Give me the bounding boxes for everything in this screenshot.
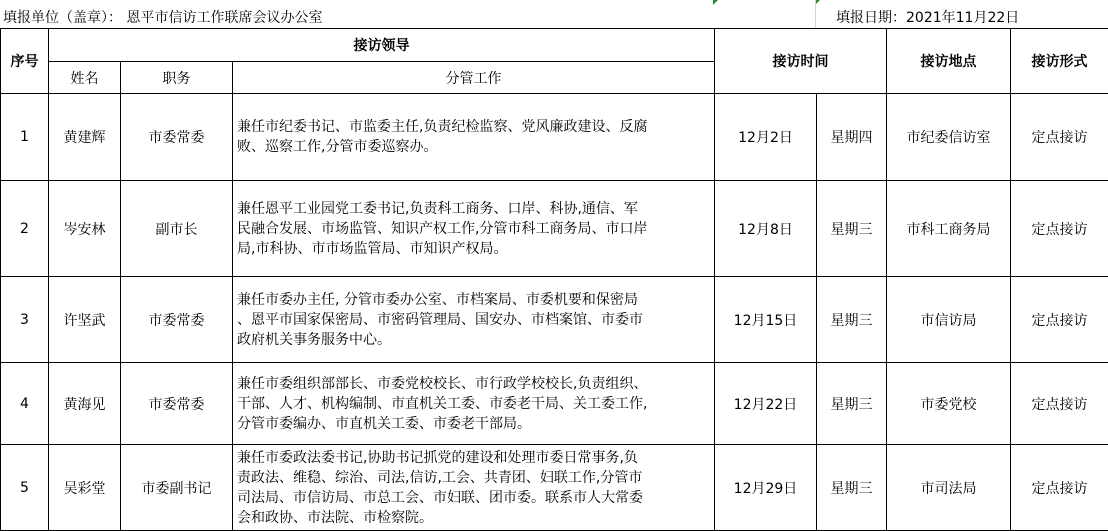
seq-cell: 1 [1, 94, 49, 181]
duty-line: 局,市科协、市市场监管局、市知识产权局。 [237, 239, 710, 259]
col-duties-header: 分管工作 [233, 62, 715, 94]
weekday-cell: 星期三 [817, 181, 887, 277]
duties-cell [233, 181, 715, 277]
position-cell: 市委常委 [121, 94, 233, 181]
col-form-header: 接访形式 [1011, 29, 1108, 94]
duty-line: 兼任市委政法委书记,协助书记抓党的建设和处理市委日常事务,负 [237, 448, 710, 468]
report-header [0, 0, 1108, 28]
form-cell: 定点接访 [1011, 363, 1108, 445]
seq-cell: 4 [1, 363, 49, 445]
table-row [1, 277, 1108, 363]
col-leader-group-header: 接访领导 [49, 29, 715, 62]
table-row [1, 94, 1108, 181]
date-cell: 12月22日 [715, 363, 817, 445]
duties-cell [233, 363, 715, 445]
position-cell: 市委常委 [121, 277, 233, 363]
duties-cell [233, 94, 715, 181]
duty-line: 败、巡察工作,分管市委巡察办。 [237, 137, 710, 157]
position-cell: 副市长 [121, 181, 233, 277]
reporting-unit: 填报单位（盖章）： 恩平市信访工作联席会议办公室 [3, 7, 322, 27]
col-seq-header: 序号 [1, 29, 49, 94]
duty-line: 分管市委编办、市直机关工委、市委老干部局。 [237, 414, 710, 434]
name-cell: 黄海见 [49, 363, 121, 445]
form-cell: 定点接访 [1011, 277, 1108, 363]
name-cell: 岑安林 [49, 181, 121, 277]
weekday-cell: 星期三 [817, 277, 887, 363]
place-cell: 市信访局 [887, 277, 1011, 363]
duty-line: 责政法、维稳、综治、司法,信访,工会、共青团、妇联工作,分管市 [237, 468, 710, 488]
position-cell: 市委副书记 [121, 445, 233, 531]
date-cell: 12月15日 [715, 277, 817, 363]
duty-line: 政府机关事务服务中心。 [237, 330, 710, 350]
name-cell: 吴彩堂 [49, 445, 121, 531]
form-cell: 定点接访 [1011, 445, 1108, 531]
duty-line: 兼任市委办主任, 分管市委办公室、市档案局、市委机要和保密局 [237, 290, 710, 310]
report-date: 填报日期：2021年11月22日 [836, 7, 1019, 27]
duty-line: 会和政协、市法院、市检察院。 [237, 508, 710, 528]
seq-cell: 2 [1, 181, 49, 277]
weekday-cell: 星期三 [817, 445, 887, 531]
duties-cell [233, 445, 715, 531]
table-row [1, 363, 1108, 445]
seq-cell: 3 [1, 277, 49, 363]
date-cell: 12月8日 [715, 181, 817, 277]
form-cell: 定点接访 [1011, 94, 1108, 181]
name-cell: 许坚武 [49, 277, 121, 363]
weekday-cell: 星期三 [817, 363, 887, 445]
reception-schedule-table [0, 28, 1108, 531]
gridline [815, 0, 816, 28]
duty-line: 、恩平市国家保密局、市密码管理局、国安办、市档案馆、市委市 [237, 310, 710, 330]
date-cell: 12月2日 [715, 94, 817, 181]
cell-comment-marker [713, 0, 718, 5]
form-cell: 定点接访 [1011, 181, 1108, 277]
col-name-header: 姓名 [49, 62, 121, 94]
col-time-header: 接访时间 [715, 29, 887, 94]
duty-line: 干部、人才、机构编制、市直机关工委、市委老干局、关工委工作, [237, 394, 710, 414]
col-place-header: 接访地点 [887, 29, 1011, 94]
duty-line: 兼任市委组织部部长、市委党校校长、市行政学校校长,负责组织、 [237, 374, 710, 394]
place-cell: 市司法局 [887, 445, 1011, 531]
table-row [1, 445, 1108, 531]
col-position-header: 职务 [121, 62, 233, 94]
date-cell: 12月29日 [715, 445, 817, 531]
duty-line: 司法局、市信访局、市总工会、市妇联、团市委。联系市人大常委 [237, 488, 710, 508]
seq-cell: 5 [1, 445, 49, 531]
table-row [1, 181, 1108, 277]
weekday-cell: 星期四 [817, 94, 887, 181]
position-cell: 市委常委 [121, 363, 233, 445]
name-cell: 黄建辉 [49, 94, 121, 181]
place-cell: 市委党校 [887, 363, 1011, 445]
place-cell: 市科工商务局 [887, 181, 1011, 277]
duty-line: 民融合发展、市场监管、知识产权工作,分管市科工商务局、市口岸 [237, 219, 710, 239]
place-cell: 市纪委信访室 [887, 94, 1011, 181]
duties-cell [233, 277, 715, 363]
duty-line: 兼任市纪委书记、市监委主任,负责纪检监察、党风廉政建设、反腐 [237, 117, 710, 137]
duty-line: 兼任恩平工业园党工委书记,负责科工商务、口岸、科协,通信、军 [237, 199, 710, 219]
